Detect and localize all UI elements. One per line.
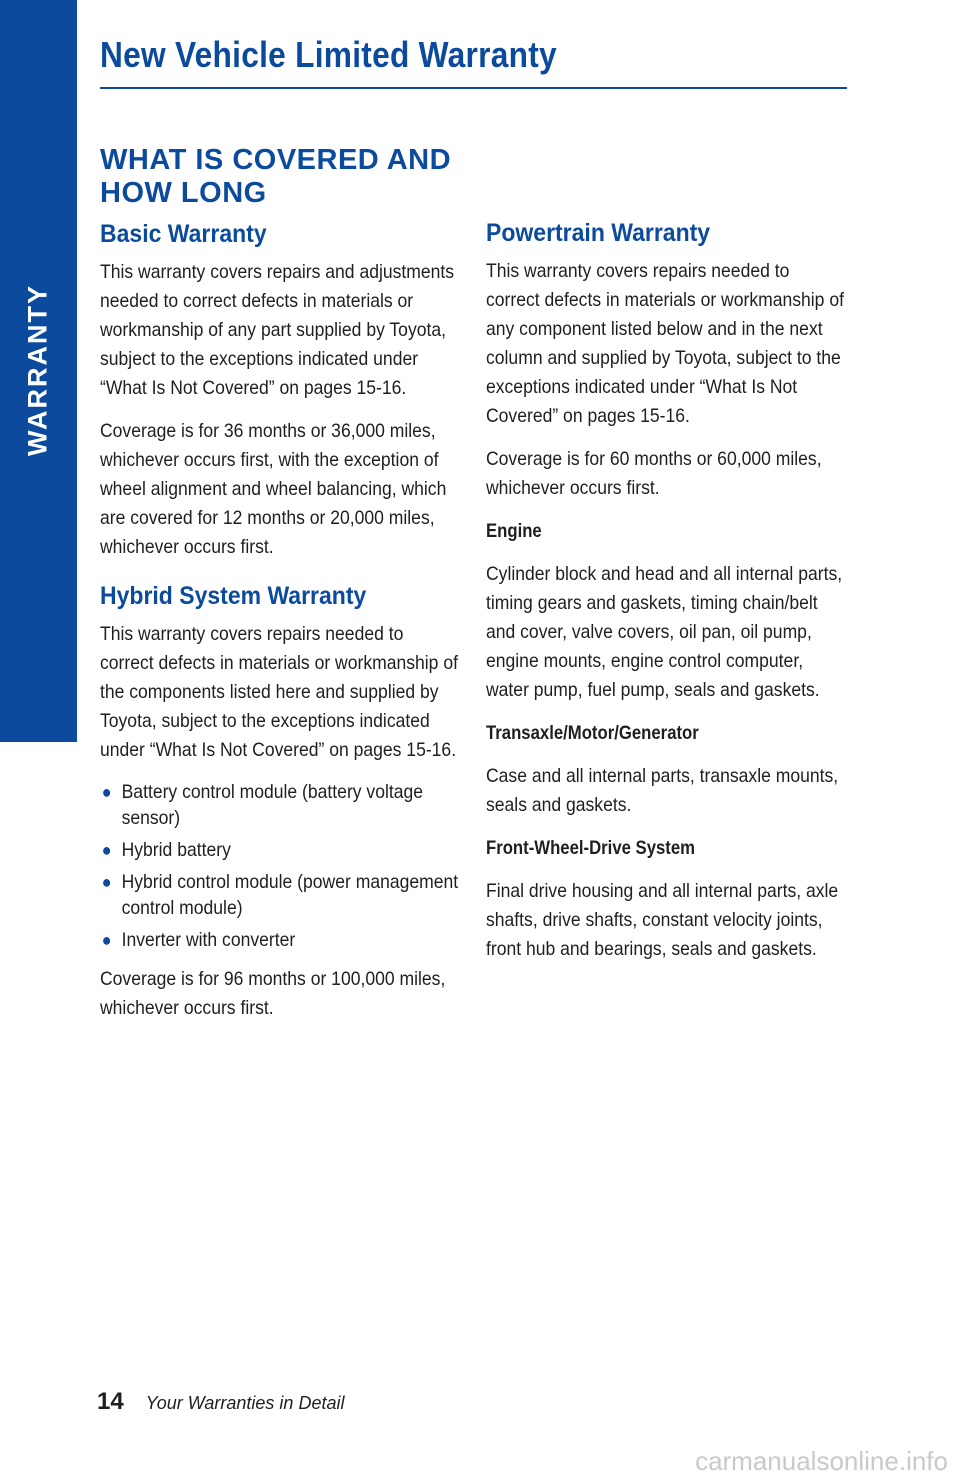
footer-label: Your Warranties in Detail — [145, 1393, 345, 1413]
watermark: carmanualsonline.info — [695, 1446, 948, 1476]
basic-warranty-paragraph-1: This warranty covers repairs and adjustments needed to correct defects in materials or workmanship of any part supplied by Toyota, subject to the exceptions indicated under “What Is Not Covered” on pages 15-16. — [100, 261, 455, 399]
fwd-system-text: Final drive housing and all internal parts, axle shafts, drive shafts, constant velocity joints, front hub and bearings, seals and gaskets. — [486, 880, 839, 960]
bullet-icon: ● — [101, 840, 112, 860]
section-heading — [100, 144, 520, 210]
side-tab — [0, 0, 77, 742]
list-item: ● Inverter with converter — [101, 929, 296, 951]
transaxle-text: Case and all internal parts, transaxle mounts, seals and gaskets. — [486, 765, 839, 816]
basic-warranty-paragraph-2: Coverage is for 36 months or 36,000 miles, whichever occurs first, with the exception of wheel alignment and wheel balancing, which are covered for 12 months or 20,000 miles, whichever occurs first. — [100, 420, 447, 558]
bullet-icon: ● — [101, 782, 112, 802]
fwd-system-label: Front-Wheel-Drive System — [486, 838, 696, 859]
powertrain-warranty-paragraph-1: This warranty covers repairs needed to correct defects in materials or workmanship of any component listed below and in the next column and supplied by Toyota, subject to the exceptions indicated under “What Is Not Covered” on pages 15-16. — [486, 260, 844, 427]
bullet-icon: ● — [101, 930, 112, 950]
page-title: New Vehicle Limited Warranty — [100, 34, 557, 75]
basic-warranty-heading: Basic Warranty — [100, 220, 267, 248]
title-divider — [100, 87, 847, 89]
side-tab-label: WARRANTY — [22, 284, 53, 456]
powertrain-warranty-heading: Powertrain Warranty — [486, 219, 711, 247]
powertrain-warranty-paragraph-2: Coverage is for 60 months or 60,000 miles, whichever occurs first. — [486, 448, 822, 499]
hybrid-warranty-heading: Hybrid System Warranty — [100, 582, 367, 610]
bullet-icon: ● — [101, 872, 112, 892]
page-footer — [97, 1388, 344, 1416]
page-number: 14 — [97, 1388, 124, 1415]
hybrid-component-list — [100, 779, 460, 953]
left-column — [100, 218, 460, 1037]
transaxle-label: Transaxle/Motor/Generator — [486, 723, 699, 744]
section-heading-line-2: HOW LONG — [100, 177, 267, 209]
list-item: ● Hybrid control module (power management control module) — [101, 871, 459, 919]
hybrid-warranty-paragraph-1: This warranty covers repairs needed to correct defects in materials or workmanship of the components listed here and supplied by Toyota, subject to the exceptions indicated under “What Is Not Covered” on pages 15-16. — [100, 623, 458, 761]
engine-label: Engine — [486, 521, 542, 542]
right-column — [486, 217, 846, 978]
engine-text: Cylinder block and head and all internal parts, timing gears and gaskets, timing chain/belt and cover, valve covers, oil pan, oil pump, engine mounts, engine control computer, water pump, fuel pump, seals and gaskets. — [486, 563, 843, 701]
list-item: ● Battery control module (battery voltage sensor) — [101, 781, 424, 829]
hybrid-warranty-paragraph-2: Coverage is for 96 months or 100,000 miles, whichever occurs first. — [100, 968, 446, 1019]
section-heading-line-1: WHAT IS COVERED AND — [100, 144, 452, 176]
list-item: ● Hybrid battery — [101, 839, 231, 861]
